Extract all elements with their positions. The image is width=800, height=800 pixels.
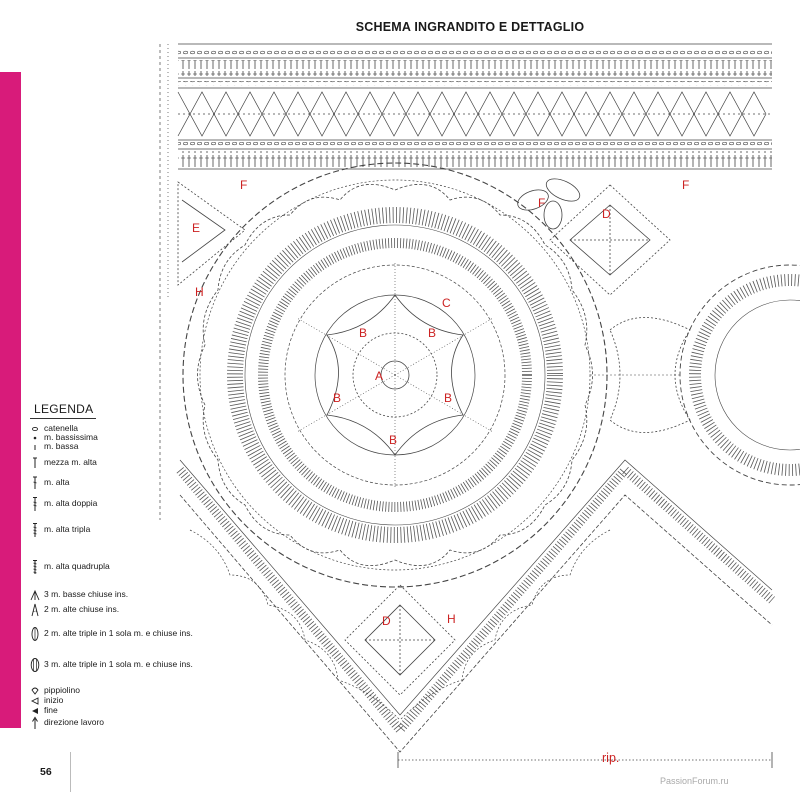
label-d: D (602, 207, 611, 221)
direction-arrow-icon (30, 716, 42, 730)
sc3tog-icon (30, 588, 42, 602)
label-f: F (538, 196, 546, 210)
footer-divider (70, 752, 71, 792)
legend-label: mezza m. alta (44, 457, 97, 467)
label-c: C (442, 296, 451, 310)
legend-label: m. bassa (44, 441, 79, 451)
double-treble-icon (30, 523, 42, 537)
diamond-motif-top (550, 185, 670, 295)
bottom-zigzag-border (180, 460, 772, 752)
legend-label: catenella (44, 423, 79, 433)
label-b: B (389, 433, 398, 447)
half-double-icon (30, 456, 42, 470)
legend-label: 2 m. alte chiuse ins. (44, 604, 120, 614)
legend-label: m. alta tripla (44, 524, 91, 534)
legend-title: LEGENDA (34, 402, 94, 416)
repeat-bracket (398, 752, 772, 768)
label-b: B (444, 391, 453, 405)
legend-label: fine (44, 705, 58, 715)
legend-divider (30, 418, 96, 419)
double-crochet-icon (30, 476, 42, 490)
triple-treble-icon (30, 560, 42, 574)
page-number: 56 (40, 766, 52, 778)
label-b: B (428, 326, 437, 340)
dc2tog-icon (30, 603, 42, 617)
label-b: B (333, 391, 342, 405)
legend-label: m. bassissima (44, 432, 98, 442)
label-d: D (382, 614, 391, 628)
top-border-band (160, 44, 772, 520)
legend-label: direzione lavoro (44, 717, 105, 727)
treble-crochet-icon (30, 497, 42, 511)
legend-label: 3 m. basse chiuse ins. (44, 589, 129, 599)
legend-label: m. alta doppia (44, 498, 98, 508)
repeat-label: rip. (602, 751, 620, 765)
page-title: SCHEMA INGRANDITO E DETTAGLIO (355, 20, 585, 34)
single-crochet-icon (30, 440, 42, 454)
legend-label: inizio (44, 695, 64, 705)
label-h: H (195, 285, 204, 299)
legend-label: m. alta quadrupla (44, 561, 110, 571)
central-medallion (183, 163, 607, 587)
legend-label: pippiolino (44, 685, 80, 695)
legend-label: 2 m. alte triple in 1 sola m. e chiuse ins. (44, 628, 193, 638)
label-e: E (192, 221, 201, 235)
legend-label: m. alta (44, 477, 70, 487)
label-f: F (240, 178, 248, 192)
label-a: A (375, 369, 384, 383)
label-h: H (447, 612, 456, 626)
legend-label: 3 m. alte triple in 1 sola m. e chiuse ins. (44, 659, 193, 669)
right-medallion-partial (590, 265, 800, 485)
cluster-3-icon (30, 658, 42, 672)
label-f: F (682, 178, 690, 192)
cluster-2-icon (30, 627, 42, 641)
flower-motif (515, 174, 583, 229)
watermark: PassionForum.ru (660, 776, 729, 786)
diamond-motif-bottom (345, 585, 455, 695)
label-b: B (359, 326, 368, 340)
